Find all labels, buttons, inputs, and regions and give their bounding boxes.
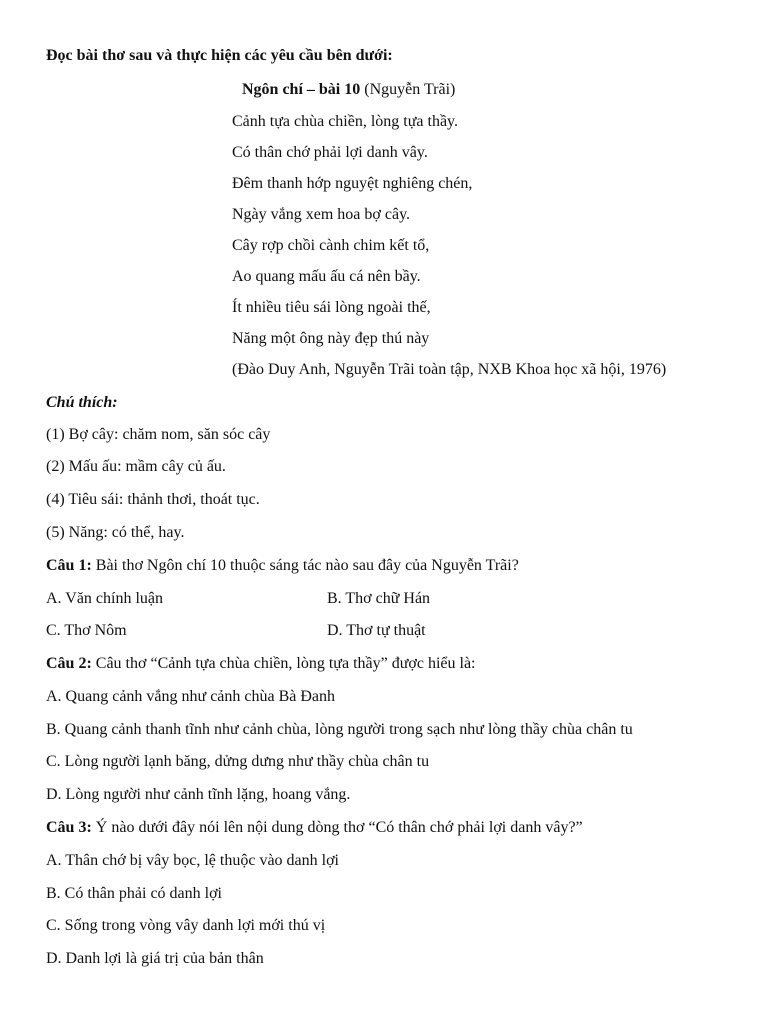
poem-line: Cây rợp chồi cành chim kết tổ, (232, 237, 430, 254)
question-text: Bài thơ Ngôn chí 10 thuộc sáng tác nào sau đây của Nguyễn Trãi? (91, 557, 519, 574)
poem-line: Ao quang mấu ấu cá nên bầy. (232, 268, 421, 285)
answer-option: D. Danh lợi là giá trị của bản thân (46, 950, 264, 967)
question-3 (46, 818, 583, 838)
question-label: Câu 2: (46, 655, 92, 672)
question-text: Câu thơ “Cảnh tựa chùa chiền, lòng tựa thầy” được hiểu là: (91, 655, 476, 672)
question-1 (46, 556, 519, 576)
answer-option: C. Lòng người lạnh băng, dửng dưng như thầy chùa chân tu (46, 753, 430, 770)
note-item: (2) Mấu ấu: mầm cây củ ấu. (46, 458, 226, 475)
poem-source: (Đào Duy Anh, Nguyễn Trãi toàn tập, NXB Khoa học xã hội, 1976) (232, 361, 667, 378)
note-item: (1) Bợ cây: chăm nom, săn sóc cây (46, 426, 271, 443)
answer-option: C. Sống trong vòng vây danh lợi mới thú vị (46, 917, 326, 934)
poem-title (242, 80, 455, 100)
poem-line: Năng một ông này đẹp thú này (232, 330, 430, 347)
answer-option: B. Thơ chữ Hán (327, 590, 431, 607)
note-item: (4) Tiêu sái: thảnh thơi, thoát tục. (46, 491, 260, 508)
poem-line: Có thân chớ phải lợi danh vây. (232, 144, 428, 161)
question-2 (46, 654, 476, 674)
answer-option: A. Quang cảnh vắng như cảnh chùa Bà Đanh (46, 688, 336, 705)
question-text: Ý nào dưới đây nói lên nội dung dòng thơ “Có thân chớ phải lợi danh vây?” (91, 819, 583, 836)
poem-title-name: Ngôn chí – bài 10 (242, 81, 361, 98)
answer-option: D. Thơ tự thuật (327, 622, 426, 639)
question-label: Câu 1: (46, 557, 92, 574)
answer-option: C. Thơ Nôm (46, 622, 127, 639)
instruction-text: Đọc bài thơ sau và thực hiện các yêu cầu bên dưới: (46, 47, 393, 64)
poem-line: Ngày vắng xem hoa bợ cây. (232, 206, 411, 223)
poem-author: (Nguyễn Trãi) (364, 81, 456, 98)
answer-option: D. Lòng người như cảnh tĩnh lặng, hoang vắng. (46, 786, 351, 803)
answer-option: B. Có thân phải có danh lợi (46, 885, 222, 902)
notes-heading: Chú thích: (46, 394, 118, 411)
answer-option: B. Quang cảnh thanh tĩnh như cảnh chùa, lòng người trong sạch như lòng thầy chùa chân tu (46, 721, 633, 738)
answer-option: A. Văn chính luận (46, 590, 164, 607)
answer-option: A. Thân chớ bị vây bọc, lệ thuộc vào danh lợi (46, 852, 339, 869)
poem-line: Ít nhiều tiêu sái lòng ngoài thế, (232, 299, 431, 316)
poem-line: Cảnh tựa chùa chiền, lòng tựa thầy. (232, 113, 459, 130)
note-item: (5) Năng: có thể, hay. (46, 524, 185, 541)
question-label: Câu 3: (46, 819, 92, 836)
poem-line: Đêm thanh hớp nguyệt nghiêng chén, (232, 175, 473, 192)
